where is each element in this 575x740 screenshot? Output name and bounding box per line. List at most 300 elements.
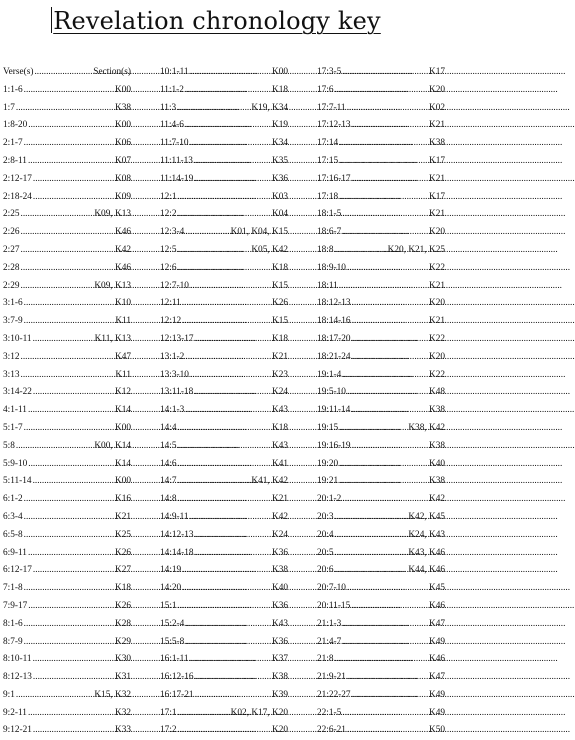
key-row xyxy=(317,669,445,687)
section-ref: K42 xyxy=(271,511,288,522)
verse-ref: 7:9-17 xyxy=(3,600,28,611)
leader-dots xyxy=(21,224,114,242)
verse-ref: 3:7-9 xyxy=(3,316,23,327)
section-ref: K43 xyxy=(271,440,288,451)
leader-dots xyxy=(352,349,428,367)
key-row xyxy=(160,473,288,491)
leader-dots xyxy=(178,456,271,474)
key-row xyxy=(3,349,131,367)
leader-dots xyxy=(21,242,114,260)
verse-ref: 19:5-10 xyxy=(317,387,346,398)
leader-dots xyxy=(342,491,428,509)
section-ref: K18 xyxy=(271,333,288,344)
title-text: Revelation chronology key xyxy=(53,7,381,35)
leader-dots xyxy=(335,82,428,100)
verse-ref: 3:10-11 xyxy=(3,333,32,344)
leader-dots xyxy=(185,634,271,652)
key-row xyxy=(317,135,445,153)
verse-ref: 14:20 xyxy=(160,583,182,594)
leader-dots xyxy=(342,616,428,634)
leader-dots xyxy=(347,722,428,740)
leader-dots xyxy=(352,171,428,189)
key-row xyxy=(317,420,445,438)
verse-ref: 3:13 xyxy=(3,369,20,380)
verse-ref: 20:11-15 xyxy=(317,600,351,611)
key-row xyxy=(160,491,288,509)
leader-dots xyxy=(24,616,114,634)
leader-dots xyxy=(352,295,428,313)
section-ref: K09 xyxy=(114,191,131,202)
verse-ref: 17:14 xyxy=(317,138,339,149)
section-ref: K15, K32 xyxy=(94,689,131,700)
key-row xyxy=(3,562,131,580)
section-ref: K36 xyxy=(271,547,288,558)
key-row xyxy=(160,545,288,563)
key-row xyxy=(160,100,288,118)
leader-dots xyxy=(28,456,114,474)
key-row xyxy=(160,295,288,313)
leader-dots xyxy=(24,82,114,100)
key-row xyxy=(160,456,288,474)
verse-ref: 8:12-13 xyxy=(3,672,32,683)
leader-dots xyxy=(24,509,114,527)
section-ref: K21 xyxy=(271,351,288,362)
key-row xyxy=(317,634,445,652)
leader-dots xyxy=(28,153,114,171)
verse-ref: 6:1-2 xyxy=(3,494,23,505)
verse-ref: 14:9-11 xyxy=(160,511,189,522)
section-ref: K32 xyxy=(114,707,131,718)
key-row xyxy=(317,491,445,509)
section-ref: K46 xyxy=(428,600,445,611)
key-row xyxy=(3,260,131,278)
section-ref: K26 xyxy=(114,547,131,558)
leader-dots xyxy=(185,224,229,242)
verse-ref: 20:5 xyxy=(317,547,334,558)
section-ref: K49 xyxy=(428,689,445,700)
key-row xyxy=(160,562,288,580)
verse-ref: 3:1-6 xyxy=(3,298,23,309)
verse-ref: 5:11-14 xyxy=(3,476,32,487)
section-ref: K21 xyxy=(114,511,131,522)
key-row xyxy=(317,349,445,367)
column-header xyxy=(3,64,131,82)
leader-dots xyxy=(16,100,114,118)
leader-dots xyxy=(342,367,428,385)
key-row xyxy=(3,527,131,545)
section-ref: K43, K46 xyxy=(408,547,445,558)
header-sections: Section(s) xyxy=(93,67,131,77)
section-ref: K20 xyxy=(428,351,445,362)
section-ref: K46 xyxy=(428,654,445,665)
key-row xyxy=(160,260,288,278)
key-row xyxy=(3,117,131,135)
key-row xyxy=(317,313,445,331)
section-ref: K17 xyxy=(428,191,445,202)
verse-ref: 16:1-11 xyxy=(160,654,189,665)
verse-ref: 11:1-2 xyxy=(160,84,184,95)
verse-ref: 20:1-2 xyxy=(317,494,342,505)
key-row xyxy=(317,651,445,669)
leader-dots xyxy=(351,598,428,616)
leader-dots xyxy=(335,509,408,527)
verse-ref: 21:1-3 xyxy=(317,618,342,629)
section-ref: K34 xyxy=(271,138,288,149)
leader-dots xyxy=(182,580,271,598)
leader-dots xyxy=(339,153,428,171)
section-ref: K08 xyxy=(114,173,131,184)
verse-ref: 6:9-11 xyxy=(3,547,27,558)
leader-dots xyxy=(185,616,271,634)
verse-ref: 5:8 xyxy=(3,440,15,451)
verse-ref: 6:12-17 xyxy=(3,565,32,576)
leader-dots xyxy=(195,545,271,563)
leader-dots xyxy=(182,295,271,313)
verse-ref: 19:15 xyxy=(317,422,339,433)
leader-dots xyxy=(339,189,428,207)
key-row xyxy=(160,153,288,171)
key-row xyxy=(3,598,131,616)
section-ref: K49 xyxy=(428,636,445,647)
section-ref: K24 xyxy=(271,387,288,398)
section-ref: K38 xyxy=(114,102,131,113)
verse-ref: 2:18-24 xyxy=(3,191,32,202)
section-ref: K42, K45 xyxy=(408,511,445,522)
section-ref: K42 xyxy=(114,244,131,255)
verse-ref: 9:12-21 xyxy=(3,725,32,736)
key-row xyxy=(160,206,288,224)
key-row xyxy=(3,634,131,652)
section-ref: K19, K34 xyxy=(251,102,288,113)
key-row xyxy=(317,331,445,349)
section-ref: K18 xyxy=(271,84,288,95)
section-ref: K38 xyxy=(428,476,445,487)
leader-dots xyxy=(335,242,387,260)
leader-dots xyxy=(28,705,114,723)
key-row xyxy=(160,402,288,420)
section-ref: K27 xyxy=(114,565,131,576)
verse-ref: 19:1-4 xyxy=(317,369,342,380)
key-row xyxy=(317,278,445,296)
verse-ref: 15:5-8 xyxy=(160,636,185,647)
leader-dots xyxy=(182,313,271,331)
verse-ref: 9:1 xyxy=(3,689,15,700)
key-row xyxy=(317,153,445,171)
key-row xyxy=(3,100,131,118)
leader-dots xyxy=(352,438,428,456)
leader-dots xyxy=(342,206,428,224)
verse-ref: 7:1-8 xyxy=(3,583,23,594)
leader-dots xyxy=(347,580,428,598)
leader-dots xyxy=(33,171,114,189)
verse-ref: 10:1-11 xyxy=(160,67,189,77)
verse-ref: 2:25 xyxy=(3,209,20,220)
verse-ref: 18:17-20 xyxy=(317,333,351,344)
key-row xyxy=(160,634,288,652)
key-row xyxy=(317,117,445,135)
key-row xyxy=(3,402,131,420)
verse-ref: 19:11-14 xyxy=(317,405,351,416)
section-ref: K47 xyxy=(428,672,445,683)
section-ref: K43 xyxy=(271,405,288,416)
leader-dots xyxy=(24,420,114,438)
leader-dots xyxy=(335,651,428,669)
verse-ref: 6:5-8 xyxy=(3,529,23,540)
leader-dots xyxy=(33,384,114,402)
verse-ref: 18:14-16 xyxy=(317,316,351,327)
key-row xyxy=(317,206,445,224)
key-row xyxy=(317,242,445,260)
section-ref: K14 xyxy=(114,405,131,416)
key-row xyxy=(160,384,288,402)
key-row xyxy=(317,260,445,278)
key-row xyxy=(160,509,288,527)
verse-ref: 17:6 xyxy=(317,84,334,95)
key-row xyxy=(160,367,288,385)
verse-ref: 19:16-19 xyxy=(317,440,351,451)
key-row xyxy=(160,527,288,545)
verse-ref: 18:11 xyxy=(317,280,338,291)
key-row xyxy=(3,491,131,509)
verse-ref: 21:9-21 xyxy=(317,672,346,683)
leader-dots xyxy=(33,562,114,580)
key-row xyxy=(3,82,131,100)
section-ref: K28 xyxy=(114,618,131,629)
section-ref: K30 xyxy=(114,654,131,665)
section-ref: K48 xyxy=(428,387,445,398)
leader-dots xyxy=(178,722,271,740)
verse-ref: 15:2-4 xyxy=(160,618,185,629)
key-row xyxy=(317,722,445,740)
verse-ref: 2:28 xyxy=(3,262,20,273)
leader-dots xyxy=(351,402,428,420)
verse-ref: 14:4 xyxy=(160,422,177,433)
section-ref: K10 xyxy=(114,298,131,309)
section-ref: K18 xyxy=(114,583,131,594)
section-ref: K00, K14 xyxy=(94,440,131,451)
key-row xyxy=(3,295,131,313)
section-ref: K00 xyxy=(114,476,131,487)
key-row xyxy=(3,153,131,171)
key-row xyxy=(3,331,131,349)
verse-ref: 17:1 xyxy=(160,707,177,718)
key-row xyxy=(317,598,445,616)
leader-dots xyxy=(190,651,271,669)
verse-ref: 18:8 xyxy=(317,244,334,255)
verse-ref: 17:15 xyxy=(317,155,339,166)
verse-ref: 21:8 xyxy=(317,654,334,665)
leader-dots xyxy=(21,349,114,367)
section-ref: K36 xyxy=(271,600,288,611)
leader-dots xyxy=(352,313,428,331)
section-ref: K38 xyxy=(428,405,445,416)
key-row xyxy=(160,82,288,100)
verse-ref: 4:1-11 xyxy=(3,405,27,416)
leader-dots xyxy=(185,117,271,135)
leader-dots xyxy=(190,509,271,527)
leader-dots xyxy=(33,473,114,491)
leader-dots xyxy=(33,722,114,740)
section-ref: K47 xyxy=(428,618,445,629)
leader-dots xyxy=(24,135,114,153)
key-row xyxy=(317,100,445,118)
leader-dots xyxy=(178,705,230,723)
section-ref: K33 xyxy=(114,725,131,736)
leader-dots xyxy=(185,349,271,367)
leader-dots xyxy=(347,260,428,278)
key-row xyxy=(160,117,288,135)
section-ref: K18 xyxy=(271,422,288,433)
leader-dots xyxy=(182,562,271,580)
verse-ref: 20:7-10 xyxy=(317,583,346,594)
section-ref: K29 xyxy=(114,636,131,647)
section-ref: K46 xyxy=(114,227,131,238)
key-row xyxy=(3,367,131,385)
leader-dots xyxy=(195,687,271,705)
verse-ref: 11:3 xyxy=(160,102,177,113)
key-row xyxy=(317,384,445,402)
key-row xyxy=(160,651,288,669)
verse-ref: 21:4-7 xyxy=(317,636,342,647)
key-row xyxy=(160,242,288,260)
leader-dots xyxy=(194,384,271,402)
section-ref: K36 xyxy=(271,636,288,647)
key-row xyxy=(3,580,131,598)
leader-dots xyxy=(335,527,408,545)
key-row xyxy=(160,313,288,331)
key-row xyxy=(3,224,131,242)
section-ref: K26 xyxy=(271,298,288,309)
section-ref: K12 xyxy=(114,387,131,398)
key-row xyxy=(317,705,445,723)
leader-dots xyxy=(339,456,428,474)
verse-ref: 22:1-5 xyxy=(317,707,342,718)
verse-ref: 18:21-24 xyxy=(317,351,351,362)
leader-dots xyxy=(339,278,428,296)
verse-ref: 14:5 xyxy=(160,440,177,451)
verse-ref: 13:11-18 xyxy=(160,387,194,398)
verse-ref: 3:14-22 xyxy=(3,387,32,398)
verse-ref: 1:8-20 xyxy=(3,120,28,131)
leader-dots xyxy=(24,580,114,598)
leader-dots xyxy=(195,527,271,545)
section-ref: K24 xyxy=(271,529,288,540)
verse-ref: 2:8-11 xyxy=(3,155,27,166)
section-ref: K39 xyxy=(271,689,288,700)
verse-ref: 17:7-11 xyxy=(317,102,346,113)
key-row xyxy=(3,473,131,491)
leader-dots xyxy=(21,206,94,224)
verse-ref: 14:6 xyxy=(160,458,177,469)
verse-ref: 18:12-13 xyxy=(317,298,351,309)
key-row xyxy=(160,171,288,189)
section-ref: K37 xyxy=(271,654,288,665)
key-row xyxy=(160,224,288,242)
key-row xyxy=(3,722,131,740)
section-ref: K38 xyxy=(428,138,445,149)
key-row xyxy=(317,562,445,580)
leader-dots xyxy=(21,278,94,296)
leader-dots xyxy=(24,634,114,652)
leader-dots xyxy=(194,153,271,171)
leader-dots xyxy=(28,402,114,420)
verse-ref: 14:19 xyxy=(160,565,182,576)
verse-ref: 17:3-5 xyxy=(317,67,342,77)
section-ref: K00 xyxy=(114,120,131,131)
leader-dots xyxy=(24,527,114,545)
section-ref: K11 xyxy=(115,316,131,327)
key-row xyxy=(160,687,288,705)
key-row xyxy=(317,367,445,385)
section-ref: K00 xyxy=(114,84,131,95)
verse-ref: 8:7-9 xyxy=(3,636,23,647)
section-ref: K04 xyxy=(271,209,288,220)
key-row xyxy=(3,687,131,705)
leader-dots xyxy=(347,384,428,402)
verse-ref: 11:11-13 xyxy=(160,155,193,166)
verse-ref: 21:22-27 xyxy=(317,689,351,700)
section-ref: K02, K17, K20 xyxy=(230,707,288,718)
leader-dots xyxy=(21,367,115,385)
section-ref: K21 xyxy=(271,494,288,505)
key-row xyxy=(317,64,445,82)
leader-dots xyxy=(28,545,114,563)
verse-ref: 20:3 xyxy=(317,511,334,522)
verse-ref: 19:21 xyxy=(317,476,339,487)
leader-dots xyxy=(33,669,114,687)
leader-dots xyxy=(342,634,428,652)
section-ref: K11, K13 xyxy=(94,333,131,344)
section-ref: K24, K43 xyxy=(408,529,445,540)
leader-dots xyxy=(33,651,114,669)
key-row xyxy=(160,598,288,616)
verse-ref: 17:2 xyxy=(160,725,177,736)
key-row xyxy=(160,669,288,687)
section-ref: K20 xyxy=(428,227,445,238)
verse-ref: 17:12-13 xyxy=(317,120,351,131)
section-ref: K43 xyxy=(271,618,288,629)
leader-dots xyxy=(185,402,271,420)
leader-dots xyxy=(352,331,428,349)
verse-ref: 12:5 xyxy=(160,244,177,255)
leader-dots xyxy=(178,242,251,260)
leader-dots xyxy=(342,224,428,242)
section-ref: K44, K46 xyxy=(408,565,445,576)
verse-ref: 14:7 xyxy=(160,476,177,487)
leader-dots xyxy=(352,117,428,135)
section-ref: K00 xyxy=(114,422,131,433)
leader-dots xyxy=(178,420,271,438)
verse-ref: 2:29 xyxy=(3,280,20,291)
leader-dots xyxy=(33,189,114,207)
section-ref: K41, K42 xyxy=(251,476,288,487)
key-row xyxy=(317,456,445,474)
verse-ref: 2:12-17 xyxy=(3,173,32,184)
verse-ref: 12:13-17 xyxy=(160,333,194,344)
section-ref: K07 xyxy=(114,155,131,166)
verse-ref: 2:1-7 xyxy=(3,138,23,149)
section-ref: K41 xyxy=(271,458,288,469)
leader-dots xyxy=(335,562,408,580)
section-ref: K36 xyxy=(271,173,288,184)
section-ref: K21 xyxy=(428,120,445,131)
section-ref: K14 xyxy=(114,458,131,469)
leader-dots xyxy=(339,473,428,491)
leader-dots xyxy=(178,473,251,491)
key-row xyxy=(160,438,288,456)
key-row xyxy=(3,313,131,331)
verse-ref: 16:17-21 xyxy=(160,689,194,700)
